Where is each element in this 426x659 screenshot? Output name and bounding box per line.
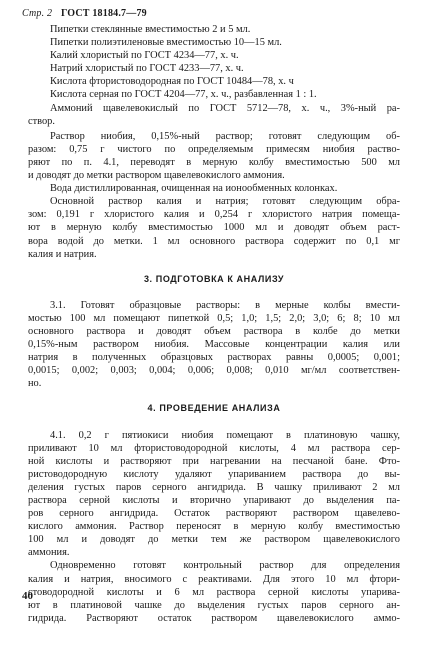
text-line: ют в платиновой чашке до выделения густых паров серного ан- [28, 599, 400, 611]
text-line: гидрида. Растворяют остаток раствором щавелевокислого аммо- [28, 612, 400, 624]
text-line: основного раствора и доводят объем раствора в колбе до метки [28, 325, 400, 337]
page-number: 40 [22, 590, 33, 602]
text-line: Основной раствор калия и натрия; готовят следующим обра- [50, 196, 400, 208]
section-4-paragraph [28, 429, 400, 560]
text-line: кислого аммония. Раствор переносят в мерную колбу вместимостью [28, 521, 400, 533]
section-3-paragraph [28, 299, 400, 391]
text-line: 4.1. 0,2 г пятиокиси ниобия помещают в платиновую чашку, [50, 429, 400, 441]
control-solution-paragraph [28, 559, 400, 624]
text-line: 3.1. Готовят образцовые растворы: в мерные колбы вмести- [50, 299, 400, 311]
niobium-paragraph [28, 130, 400, 182]
text-line: калия и натрия, вносимого с реактивами. Для этого 10 мл фтори- [28, 573, 400, 585]
text-line: 0,0015; 0,002; 0,003; 0,004; 0,006; 0,008; 0,010 мг/мл соответствен- [28, 365, 400, 377]
text-line: но. [28, 378, 42, 390]
section-4-heading: 4. ПРОВЕДЕНИЕ АНАЛИЗА [147, 403, 281, 414]
text-line: разом: 0,75 г чистого по определяемым примесям ниобия раство- [28, 143, 400, 155]
text-line: ров серного ангидрида. Остаток растворяют раствором щавелево- [28, 508, 400, 520]
page-header [22, 8, 147, 19]
reagent-line: Пипетки полиэтиленовые вместимостью 10—15 мл. [50, 37, 282, 49]
text-line: Раствор ниобия, 0,15%-ный раствор; готовят следующим об- [50, 130, 400, 142]
text-line: вора водой до метки. 1 мл основного раствора содержит по 0,1 мг [28, 235, 400, 247]
reagents-list [28, 23, 400, 102]
reagent-line: Пипетки стеклянные вместимостью 2 и 5 мл. [50, 24, 251, 35]
text-line: зом: 0,191 г хлористого калия и 0,254 г хлористого натрия помеща- [28, 209, 400, 221]
text-line: натрия в полученных образцовых растворах равны 0,0005; 0,001; [28, 352, 400, 364]
text-line: стоводородной кислоты и 6 мл раствора серной кислоты упарива- [28, 586, 400, 598]
reagent-line: Кислота фтористоводородная по ГОСТ 10484—78, х. ч [50, 76, 294, 88]
text-line: и доводят до метки раствором щавелевокислого аммония. [28, 170, 285, 182]
reagent-line: Кислота серная по ГОСТ 4204—77, х. ч., разбавленная 1 : 1. [50, 89, 317, 101]
ammonium-paragraph [28, 102, 400, 128]
text-line: Аммоний щавелевокислый по ГОСТ 5712—78, х. ч., 3%-ный ра- [50, 102, 400, 114]
reagent-line: Натрий хлористый по ГОСТ 4233—77, х. ч. [50, 63, 244, 75]
page-body [28, 23, 400, 625]
text-line: приливают 10 мл фтористоводородной кислоты, 4 мл раствора сер- [28, 442, 400, 454]
reagent-line: Калий хлористый по ГОСТ 4234—77, х. ч. [50, 50, 239, 62]
text-line: створ. [28, 115, 55, 127]
page-label: Стр. 2 [22, 8, 53, 19]
text-line: 100 мл и доводят до метки тем же раствором щавелевокислого [28, 534, 400, 546]
stock-solution-paragraph [28, 195, 400, 260]
text-line: деления густых паров серного ангидрида. В чашку приливают 2 мл [28, 481, 400, 493]
section-3-heading: 3. ПОДГОТОВКА К АНАЛИЗУ [143, 273, 285, 284]
text-line: аммония. [28, 547, 70, 559]
text-line: раствора серной кислоты и вторично упаривают до выделения па- [28, 495, 400, 506]
text-line: калия и натрия. [28, 248, 97, 260]
text-line: ряют по п. 4.1, переводят в мерную колбу вместимостью 500 мл [28, 156, 400, 168]
water-line: Вода дистиллированная, очищенная на ионообменных колонках. [50, 183, 338, 195]
standard-code: ГОСТ 18184.7—79 [60, 8, 147, 19]
text-line: мостью 100 мл помещают пипеткой 0,5; 1,0; 1,5; 2,0; 3,0; 6; 8; 10 мл [28, 312, 400, 324]
text-line: ной кислоты и растворяют при нагревании на песчаной бане. Фто- [28, 455, 400, 467]
text-line: Одновременно готовят контрольный раствор для определения [50, 560, 400, 572]
text-line: ристоводородную кислоту удаляют упариванием раствора до вы- [28, 468, 400, 480]
text-line: 0,15%-ным раствором ниобия. Массовые концентрации калия или [28, 339, 400, 351]
text-line: ют в мерную колбу вместимостью 1000 мл и доводят объем раст- [28, 222, 400, 234]
